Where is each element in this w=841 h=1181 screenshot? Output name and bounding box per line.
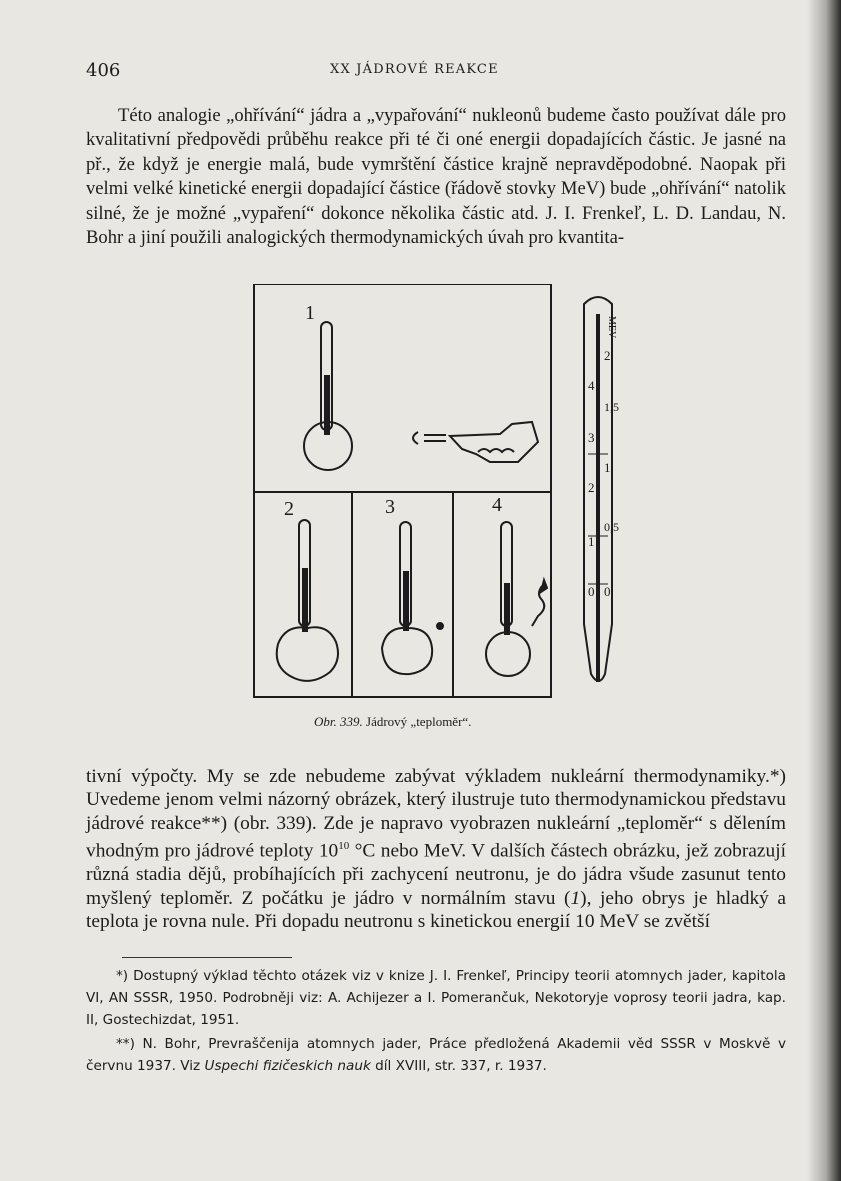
page-header xyxy=(86,60,786,84)
footnote-2-end: díl XVIII, str. 337, r. 1937. xyxy=(370,1058,547,1074)
scale-right-1: 1 xyxy=(604,460,611,475)
footnote-2-start: **) N. Bohr, Prevraščenija atomnych jader, Práce předložená Akademii věd SSSR v Moskvě v červnu 1937. Viz xyxy=(86,1036,786,1074)
footnotes xyxy=(86,965,786,1077)
page-number: 406 xyxy=(86,60,121,81)
figure-ref: 1 xyxy=(570,887,581,909)
nucleus-3 xyxy=(382,628,432,674)
page-edge-shadow xyxy=(807,0,841,1181)
paragraph-bottom-part2: °C nebo MeV. V dalších částech obrázku, jež zobrazují různá stadia dějů, probíhajících při zachycení neutronu, je do jádra všude zasunut tento myšlený teploměr. Z počátku je jádro v normálním stavu ( xyxy=(86,840,786,909)
footnote-2-journal: Uspechi fizičeskich nauk xyxy=(204,1058,371,1074)
panel-frame-1 xyxy=(254,284,551,492)
scale-left-2: 2 xyxy=(588,480,595,495)
scale-right-2: 2 xyxy=(604,348,611,363)
exponent: 10 xyxy=(338,840,350,853)
running-head: XX JÁDROVÉ REAKCE xyxy=(330,62,499,77)
paragraph-bottom-part1: tivní výpočty. My se zde nebudeme zabývat výkladem nukleární thermodynamiky.*) Uvedeme jenom velmi názorný obrázek, který ilustruje tuto thermodynamickou představu jádrové reakce**) (obr. 339). Zde je napravo vyobrazen nukleární „teploměr“ s dělením vhodným pro jádrové teploty 10 xyxy=(86,766,786,862)
nucleus-4 xyxy=(486,632,530,676)
footnote-2 xyxy=(86,1033,786,1077)
emitted-particle xyxy=(437,623,443,629)
figure-drawing xyxy=(250,284,630,724)
footnote-1: *) Dostupný výklad těchto otázek viz v knize J. I. Frenkeľ, Principy teorii atomnych jader, kapitola VI, AN SSSR, 1950. Podrobněji viz: A. Achijezer a I. Pomerančuk, Nekotoryje voprosy teorii jadra, kap. II, Gostechizdat, 1951. xyxy=(86,968,786,1028)
paragraph-bottom xyxy=(86,765,786,933)
pointing-hand xyxy=(450,422,538,462)
panel-label-1: 1 xyxy=(305,302,315,324)
nucleus-2 xyxy=(277,627,338,681)
scale-right-1-5: 1,5 xyxy=(604,400,619,414)
figure-nuclear-thermometer xyxy=(250,284,630,724)
scale-right-0-5: 0,5 xyxy=(604,520,619,534)
paragraph-bottom-part3: ), jeho obrys je hladký a teplota je rovna nule. Při dopadu neutronu s kinetickou energií 10 MeV se zvětší xyxy=(86,887,786,932)
scale-left-4: 4 xyxy=(588,378,595,393)
neutron-symbol xyxy=(413,432,418,444)
footnote-rule xyxy=(122,957,292,958)
scale-unit: MEV xyxy=(606,316,617,339)
scale-left-0: 0 xyxy=(588,584,595,599)
panel-label-2: 2 xyxy=(284,498,294,520)
panel-label-4: 4 xyxy=(492,494,502,516)
scale-left-3: 3 xyxy=(588,430,595,445)
figure-caption xyxy=(314,714,471,730)
figure-caption-label: Obr. 339. xyxy=(314,714,363,729)
scale-right-0: 0 xyxy=(604,584,611,599)
figure-caption-text: Jádrový „teploměr“. xyxy=(366,714,472,729)
panel-label-3: 3 xyxy=(385,496,395,518)
scale-left-1: 1 xyxy=(588,534,595,549)
paragraph-top: Této analogie „ohřívání“ jádra a „vypařování“ nukleonů budeme často používat dále pro kvalitativní předpovědi průběhu reakce při té či oné energii dopadajících částic. Je jasné na př., že když je energie malá, bude vymrštění částice krajně nepravděpodobné. Naopak při velmi velké kinetické energii dopadající částice (řádově stovky MeV) bude „ohřívání“ natolik silné, že je možné „vypaření“ dokonce několika částic atd. J. I. Frenkeľ, L. D. Landau, N. Bohr a jiní použili analogických thermodynamických úvah pro kvantita- xyxy=(86,105,786,249)
